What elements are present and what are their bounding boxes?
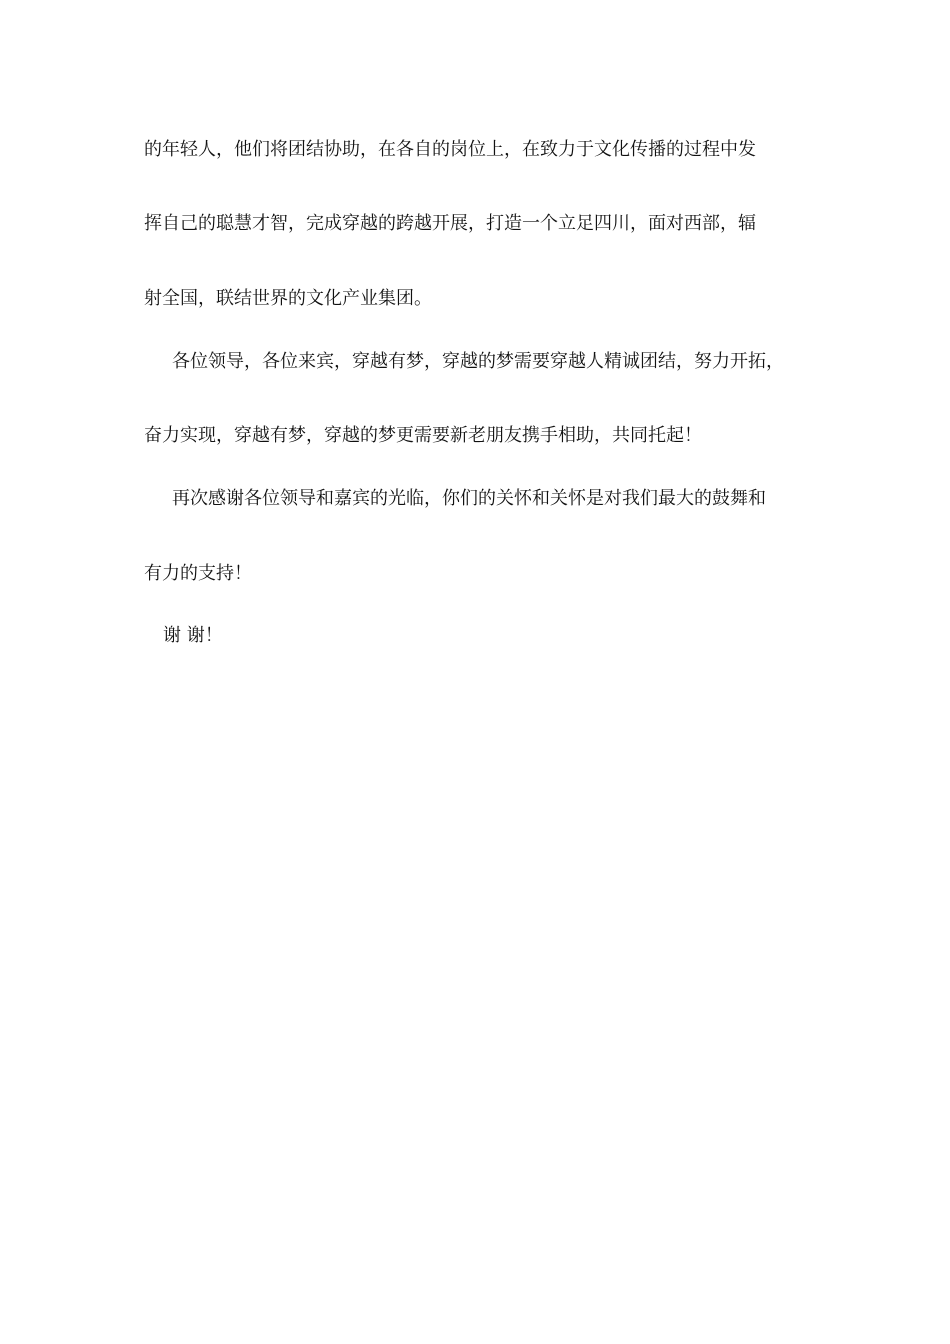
paragraph-3-line-1: 再次感谢各位领导和嘉宾的光临，你们的关怀和关怀是对我们最大的鼓舞和: [172, 488, 766, 509]
paragraph-3-line-2: 有力的支持！: [144, 563, 252, 584]
paragraph-1-line-2: 挥自己的聪慧才智，完成穿越的跨越开展，打造一个立足四川，面对西部，辐: [144, 213, 756, 234]
paragraph-1-line-3: 射全国，联结世界的文化产业集团。: [144, 288, 432, 309]
paragraph-2-line-2: 奋力实现，穿越有梦，穿越的梦更需要新老朋友携手相助，共同托起！: [144, 425, 702, 446]
paragraph-2-line-1: 各位领导，各位来宾，穿越有梦，穿越的梦需要穿越人精诚团结，努力开拓，: [172, 351, 784, 372]
closing-thanks: 谢 谢！: [163, 625, 223, 646]
paragraph-1-line-1: 的年轻人，他们将团结协助，在各自的岗位上，在致力于文化传播的过程中发: [144, 139, 756, 160]
